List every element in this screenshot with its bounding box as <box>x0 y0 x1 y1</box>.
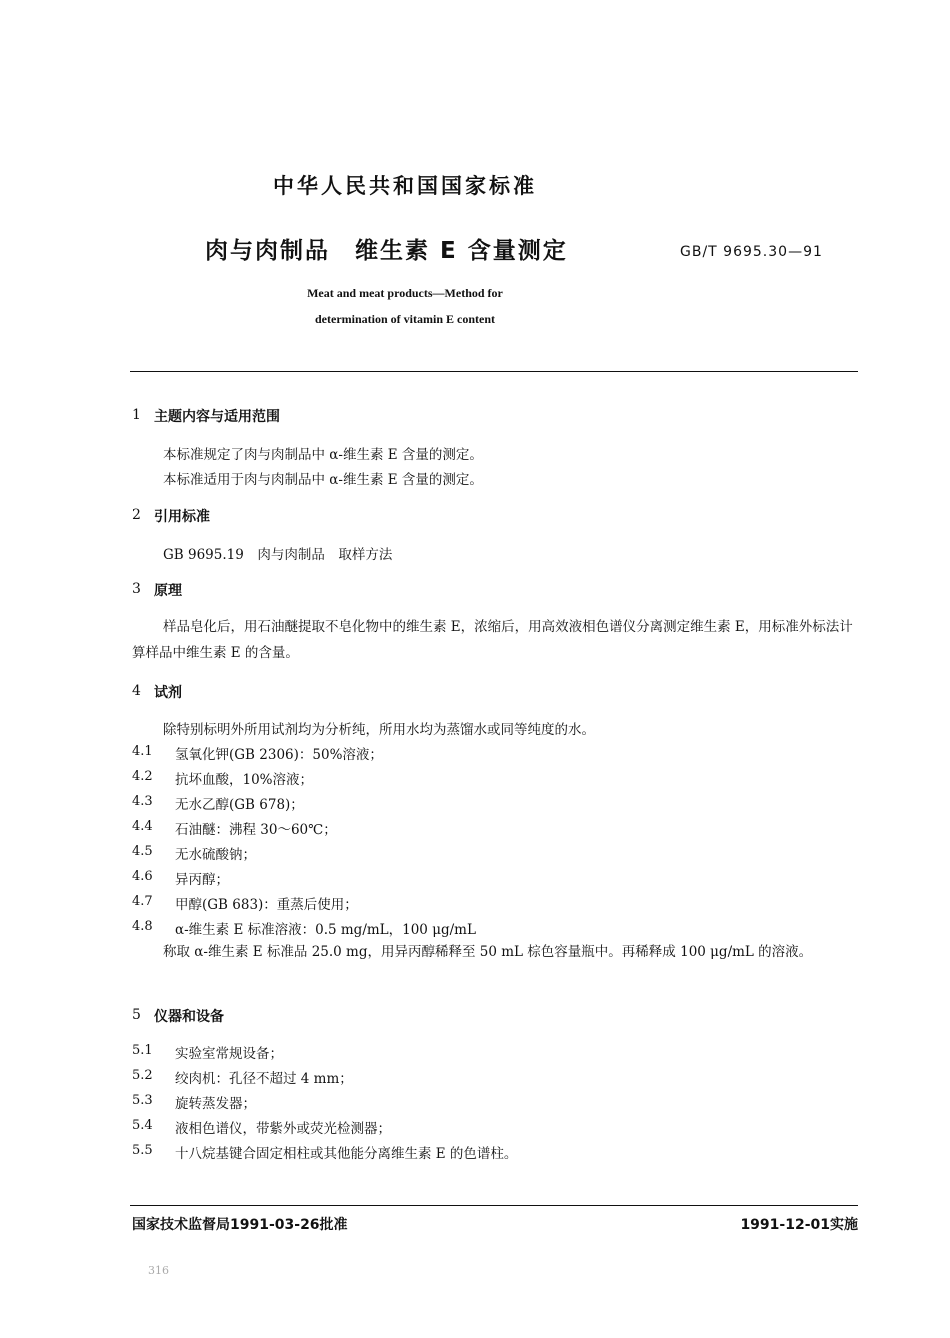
section-4-item-number: 4.3 <box>132 794 153 809</box>
section-3-number: 3 <box>132 581 141 597</box>
section-3-paragraph-1: 样品皂化后，用石油醚提取不皂化物中的维生素 E，浓缩后，用高效液相色谱仪分离测定维生素 E，用标准外标法计算样品中维生素 E 的含量。 <box>132 619 853 661</box>
section-1-paragraph-1: 本标准规定了肉与肉制品中 α-维生素 E 含量的测定。 <box>163 447 483 463</box>
section-5-item-text: 旋转蒸发器； <box>175 1096 256 1112</box>
section-4-item-number: 4.2 <box>132 769 153 784</box>
document-number: GB/T 9695.30—91 <box>680 244 823 260</box>
section-4-number: 4 <box>132 683 141 699</box>
section-4-item-text: 石油醚：沸程 30～60℃； <box>175 822 337 838</box>
english-title-line-1: Meat and meat products—Method for <box>307 286 503 300</box>
section-5-item-number: 5.1 <box>132 1043 153 1058</box>
section-5-number: 5 <box>132 1007 141 1023</box>
section-5-item-text: 十八烷基键合固定相柱或其他能分离维生素 E 的色谱柱。 <box>175 1146 518 1162</box>
footer-divider <box>130 1205 858 1206</box>
implementation-date: 1991-12-01实施 <box>740 1217 858 1233</box>
section-5-item-text: 绞肉机：孔径不超过 4 mm； <box>175 1071 353 1087</box>
section-5-item-number: 5.2 <box>132 1068 153 1083</box>
document-title: 肉与肉制品 维生素 E 含量测定 <box>205 238 568 264</box>
section-4-item-number: 4.8 <box>132 919 153 934</box>
section-1-number: 1 <box>132 407 141 423</box>
section-3-title: 原理 <box>154 583 182 599</box>
section-4-item-number: 4.7 <box>132 894 153 909</box>
section-5-item-number: 5.5 <box>132 1143 153 1158</box>
section-4-item-text: 无水硫酸钠； <box>175 847 256 863</box>
section-5-item-text: 实验室常规设备； <box>175 1046 283 1062</box>
section-5-title: 仪器和设备 <box>154 1009 224 1025</box>
section-4-title: 试剂 <box>154 685 182 701</box>
section-4-item-number: 4.6 <box>132 869 153 884</box>
section-5-item-text: 液相色谱仪，带紫外或荧光检测器； <box>175 1121 391 1137</box>
approval-line: 国家技术监督局1991-03-26批准 <box>132 1217 348 1233</box>
section-4-item-text: α-维生素 E 标准溶液：0.5 mg/mL，100 μg/mL <box>175 922 476 938</box>
section-4-item-text: 抗坏血酸，10%溶液； <box>175 772 314 788</box>
section-4-note: 称取 α-维生素 E 标准品 25.0 mg，用异丙醇稀释至 50 mL 棕色容量瓶中。再稀释成 100 μg/mL 的溶液。 <box>163 944 813 960</box>
section-4-item-number: 4.4 <box>132 819 153 834</box>
section-4-intro: 除特别标明外所用试剂均为分析纯，所用水均为蒸馏水或同等纯度的水。 <box>163 722 595 738</box>
section-4-item-number: 4.1 <box>132 744 153 759</box>
english-title-line-2: determination of vitamin E content <box>315 312 495 326</box>
section-1-title: 主题内容与适用范围 <box>154 409 280 425</box>
section-4-item-text: 异丙醇； <box>175 872 229 888</box>
section-4-item-text: 无水乙醇(GB 678)； <box>175 797 304 813</box>
section-2-number: 2 <box>132 507 141 523</box>
section-2-paragraph-1: GB 9695.19 肉与肉制品 取样方法 <box>163 547 393 563</box>
header-divider <box>130 371 858 372</box>
section-4-item-text: 氢氧化钾(GB 2306)：50%溶液； <box>175 747 383 763</box>
page-number: 316 <box>148 1264 169 1277</box>
section-2-title: 引用标准 <box>154 509 210 525</box>
country-standard-heading: 中华人民共和国国家标准 <box>273 174 537 198</box>
section-4-item-text: 甲醇(GB 683)：重蒸后使用； <box>175 897 358 913</box>
section-1-paragraph-2: 本标准适用于肉与肉制品中 α-维生素 E 含量的测定。 <box>163 472 483 488</box>
section-5-item-number: 5.4 <box>132 1118 153 1133</box>
section-5-item-number: 5.3 <box>132 1093 153 1108</box>
section-4-item-number: 4.5 <box>132 844 153 859</box>
